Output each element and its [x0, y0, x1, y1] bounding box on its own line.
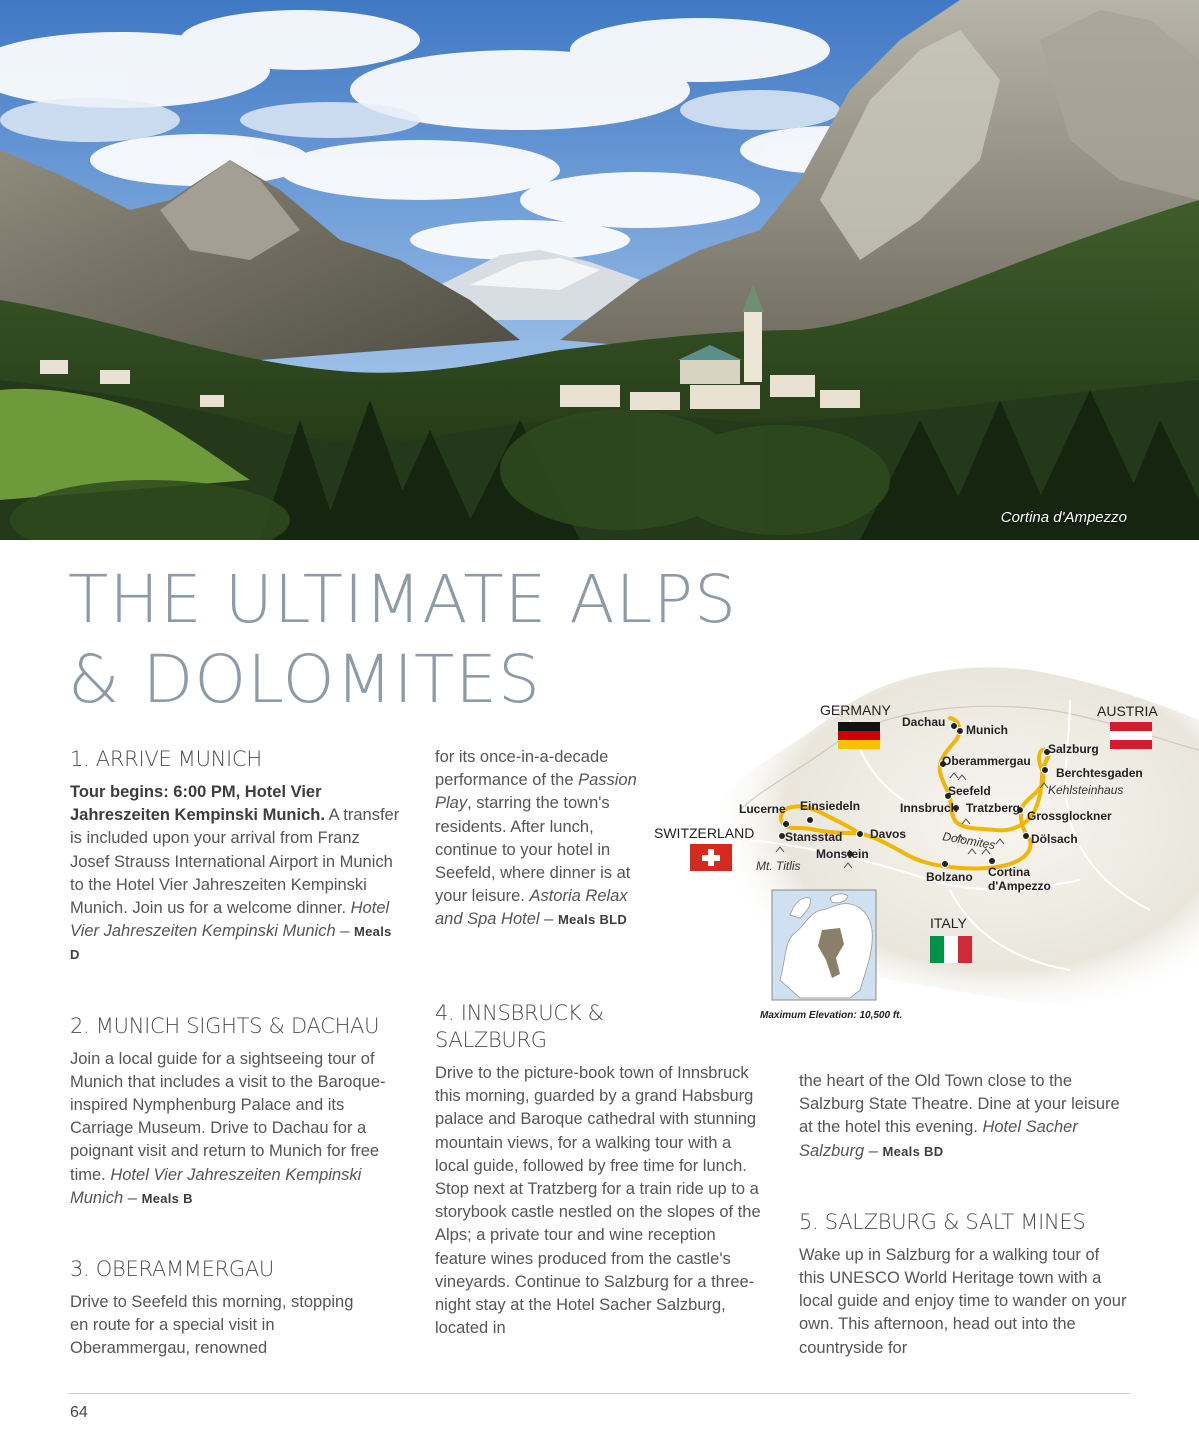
label-monstein: Monstein: [816, 847, 869, 861]
page-title: [68, 560, 737, 720]
day-4-text-part1: Drive to the picture-book town of Innsbruck this morning, guarded by a grand Habsburg palace and Baroque cathedral with stunning mountain views, for a walking tour with a local guide, followed by free time for lunch. Stop next at Tratzberg for a train ride up to a storybook castle nestled on the slopes of the Alps; a private tour and wine reception feature wines produced from the castle's vineyards. Continue to Salzburg for a three-night stay at the Hotel Sacher Salzburg, located in: [435, 1064, 761, 1338]
day-5-text: Wake up in Salzburg for a walking tour of this UNESCO World Heritage town with a local guide and enjoy time to wander on your own. This afternoon, head out into the countryside for: [799, 1245, 1127, 1357]
column-2: [435, 746, 645, 932]
label-grossglockner: Grossglockner: [1027, 809, 1112, 823]
day-3-body-a: for its once-in-a-decade performance of the: [435, 748, 609, 790]
column-1: [70, 746, 400, 1361]
day-5-heading: 5. SALZBURG & SALT MINES: [799, 1209, 1086, 1234]
max-elevation-note: Maximum Elevation: 10,500 ft.: [760, 1010, 903, 1021]
day-3-dash: –: [539, 910, 558, 929]
stop-dachau: [951, 723, 958, 730]
label-oberammergau: Oberammergau: [942, 754, 1031, 768]
cortina-landscape-image: [0, 0, 1199, 540]
day-2-text: [70, 1048, 400, 1210]
day-4-section: [435, 1000, 765, 1340]
stop-cortina: [989, 858, 996, 865]
day-3-hotel: Astoria Relax and Spa Hotel: [435, 887, 628, 929]
photo-caption: Cortina d'Ampezzo: [1000, 509, 1127, 526]
label-austria: AUSTRIA: [1097, 703, 1158, 719]
day-1-hotel: Hotel Vier Jahreszeiten Kempinski Munich: [70, 899, 390, 941]
footer-divider: [68, 1393, 1130, 1394]
day-2-meals: Meals B: [141, 1190, 193, 1206]
label-dachau: Dachau: [902, 715, 946, 729]
title-line-2: & DOLOMITES: [68, 641, 541, 718]
label-salzburg: Salzburg: [1048, 742, 1099, 756]
hero-photo: [0, 0, 1199, 540]
day-4-text-part2: [799, 1070, 1129, 1163]
label-einsiedeln: Einsiedeln: [800, 799, 861, 813]
day-3-meals: Meals BLD: [557, 912, 628, 928]
day-2-body: Join a local guide for a sightseeing tour of Munich that includes a visit to the Baroque-inspired Nymphenburg Palace and its Carriage Museum. Drive to Dachau for a poignant visit and return to Munich for free time.: [70, 1049, 386, 1184]
column-3: [799, 1070, 1129, 1360]
day-1-text: [70, 781, 400, 967]
stop-einsiedeln: [807, 817, 814, 824]
day-4-heading: 4. INNSBRUCK & SALZBURG: [435, 1001, 604, 1052]
label-ampezzo: d'Ampezzo: [988, 879, 1051, 893]
day-3-text-part2: [435, 746, 645, 932]
stop-bolzano: [942, 861, 949, 868]
stop-munich: [957, 728, 964, 735]
day-3-body-b: , starring the town's residents. After lunch, continue to your hotel in Seefeld, where dinner is at your leisure.: [435, 794, 631, 906]
label-tratzberg: Tratzberg: [966, 801, 1021, 815]
day-3-passion-play: Passion Play: [435, 771, 637, 813]
label-seefeld: Seefeld: [948, 784, 991, 798]
route-map-graphic: [650, 640, 1199, 1040]
day-2-heading: 2. MUNICH SIGHTS & DACHAU: [70, 1013, 380, 1038]
italy-flag: [930, 936, 972, 963]
day-3-section: [70, 1256, 360, 1361]
label-munich: Munich: [966, 723, 1008, 737]
day-1-heading: 1. ARRIVE MUNICH: [70, 747, 262, 771]
route-map: [650, 640, 1199, 1040]
day-3-text-part1: Drive to Seefeld this morning, stopping en route for a special visit in Oberammergau, renowned: [70, 1293, 354, 1358]
stop-lucerne: [783, 821, 790, 828]
label-berchtesgaden: Berchtesgaden: [1056, 766, 1143, 780]
day-1-section: [70, 746, 400, 967]
day-4-dash: –: [864, 1141, 883, 1160]
label-cortina: Cortina: [988, 865, 1030, 879]
label-bolzano: Bolzano: [926, 870, 973, 884]
day-1-dash: –: [335, 922, 355, 941]
austria-flag: [1110, 722, 1152, 749]
stop-dolsach: [1023, 833, 1030, 840]
title-line-1: THE ULTIMATE ALPS: [68, 561, 737, 638]
day-1-body: A transfer is included upon your arrival from Franz Josef Strauss International Airport in Munich to the Hotel Vier Jahreszeiten Kempinski Munich. Join us for a welcome dinner.: [70, 806, 400, 918]
day-2-dash: –: [123, 1188, 142, 1207]
stop-davos: [857, 831, 864, 838]
label-stansstad: Stansstad: [785, 830, 843, 844]
day-4-hotel: Hotel Sacher Salzburg: [799, 1118, 1078, 1160]
day-4-body-2: the heart of the Old Town close to the Salzburg State Theatre. Dine at your leisure at the hotel this evening.: [799, 1072, 1120, 1137]
europe-inset-map: [772, 890, 876, 1000]
day-1-lead: Tour begins: 6:00 PM, Hotel Vier Jahreszeiten Kempinski Munich.: [70, 783, 325, 825]
label-dolsach: Dölsach: [1031, 832, 1078, 846]
day-3-heading: 3. OBERAMMERGAU: [70, 1257, 274, 1282]
label-italy: ITALY: [930, 915, 967, 931]
label-innsbruck: Innsbruck: [900, 801, 958, 815]
day-1-meals: Meals D: [70, 924, 392, 963]
label-dolomites: Dolomites: [941, 829, 997, 853]
page-number: 64: [70, 1404, 88, 1421]
label-germany: GERMANY: [820, 702, 891, 718]
label-kehlsteinhaus: Kehlsteinhaus: [1048, 783, 1124, 797]
germany-flag: [838, 722, 880, 749]
label-lucerne: Lucerne: [739, 802, 786, 816]
stop-berchtesgaden: [1042, 767, 1049, 774]
label-davos: Davos: [870, 827, 907, 841]
day-4-meals: Meals BD: [882, 1143, 944, 1159]
switzerland-flag: [690, 844, 732, 871]
day-2-section: [70, 1013, 400, 1210]
label-mt-titlis: Mt. Titlis: [756, 859, 801, 873]
day-5-section: [799, 1209, 1129, 1360]
label-switzerland: SWITZERLAND: [654, 825, 755, 841]
day-2-hotel: Hotel Vier Jahreszeiten Kempinski Munich: [70, 1165, 362, 1207]
